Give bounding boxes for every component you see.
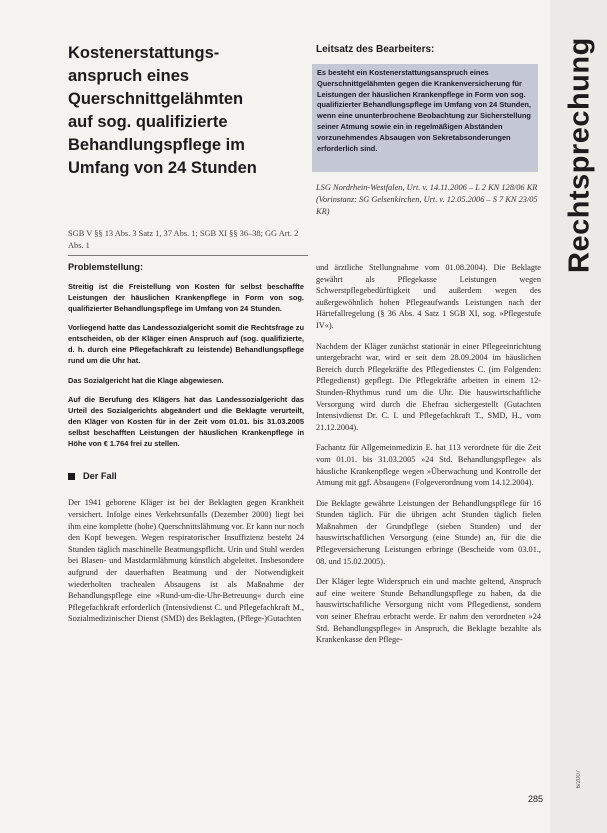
- article-title: [68, 42, 303, 180]
- body-paragraph: Fachantz für Allgemeinmedizin E. hat 113 verordnete für die Zeit vom 01.01. bis 31.03.2005 »24 Std. Behandlungspflege« als häusliche Krankenpflege wegen »Überwachung und Kontrolle der Atmung mit ggf. Absaugen« (Folgeverordnung vom 14.12.2004).: [316, 443, 541, 488]
- divider: [68, 255, 308, 256]
- section-label: Rechtsprechung: [563, 37, 596, 273]
- body-paragraph: Der Kläger legte Widerspruch ein und machte geltend, Anspruch auf eine weitere Stunde Behandlungspflege zu haben, da die hauswirtschaftliche Versorgung nicht vom Pflegedienst, sondern von seiner Ehefrau erbracht werde. Er nahm den verordneten »24 Std. Behandlungspflege« in Anspruch, die Beklagte bezahlte als Krankenkasse den Pflege-: [316, 577, 541, 645]
- headnote-heading: Leitsatz des Bearbeiters:: [316, 44, 435, 55]
- body-paragraph: Die Beklagte gewährte Leistungen der Behandlungspflege für 16 Stunden täglich. Für die übrigen acht Stunden täglich fielen Maßnahmen der Grundpflege (sieben Stunden) und der hauswirtschaftlichen Versorgung (eine Stunde) an, für die die Pflegeversicherung Leistungen erbringe (Bescheide vom 03.01., 08. und 15.02.2005).: [316, 498, 541, 566]
- body-paragraph: Nachdem der Kläger zunächst stationär in einer Pflegeeinrichtung untergebracht war, wird er seit dem 28.09.2004 im häuslichen Bereich durch Pflegekräfte des Pflegedienstes C. (im Folgenden: Pflegedienst) gepflegt. Die Pflegekräfte arbeiten in einem 12-Stunden-Rhythmus rund um die Uhr. Die hauswirtschaftliche Versorgung wird durch die Ehefrau sichergestellt (Gutachten Intensivdienst Dr. C. I. und Pflegefachkraft T., SMD, H., vom 21.12.2004).: [316, 341, 541, 432]
- right-column: [316, 262, 541, 655]
- fall-heading: [68, 471, 304, 481]
- square-bullet-icon: [68, 473, 75, 480]
- body-paragraph: und ärztliche Stellungnahme vom 01.08.2004). Die Beklagte gewährt als Pflegekasse Leistungen wegen Schwerstpflegebedürftigkeit und außerdem wegen des außergewöhnlich hohen Pflegeaufwands Leistungen nach der Härtefallregelung (§ 36 Abs. 4 Satz 1 SGB XI, sog. »Pflegestufe IV«).: [316, 263, 541, 330]
- title-line: auf sog. qualifizierte: [68, 113, 228, 131]
- title-line: Kostenerstattungs-: [68, 44, 220, 62]
- fall-heading-label: Der Fall: [83, 471, 117, 482]
- headnote-citation: LSG Nordrhein-Westfalen, Urt. v. 14.11.2006 – L 2 KN 128/06 KR (Vorinstanz: SG Gelsenkirchen, Urt. v. 12.05.2006 – S 7 KN 23/05 KR): [316, 183, 538, 216]
- title-line: Umfang von 24 Stunden: [68, 159, 257, 177]
- fall-paragraph: Der 1941 geborene Kläger ist bei der Beklagten gegen Krankheit versichert. Infolge eines Verkehrsunfalls (Dezember 2000) liegt bei ihm eine komplette (hohe) Querschnittslähmung vor. Er kann nur noch den Kopf bewegen. Wegen respiratorischer Insuffizienz besteht 24 Stunden täglich maschinelle Beatmungspflicht. Urin und Stuhl werden bei Blasen- und Mastdarmlähmung künstlich abgeleitet. Insbesondere aufgrund der dauerhaften Beatmung und der Notwendigkeit wiederholten trachealen Absaugens ist als Maßnahme der Behandlungspflege eine »Rund-um-die-Uhr-Betreuung« durch eine Pflegefachkraft erforderlich (Intensivdienst C. und Pflegefachkraft M., Sozialmedizinischer Dienst (SMD) des Beklagten, (Pflege-)Gutachten: [68, 498, 304, 624]
- statute-references: SGB V §§ 13 Abs. 3 Satz 1, 37 Abs. 1; SGB XI §§ 36–38; GG Art. 2 Abs. 1: [68, 229, 299, 250]
- page-number: 285: [528, 794, 544, 804]
- title-line: Querschnittgelähmten: [68, 90, 244, 108]
- problem-paragraph: Streitig ist die Freistellung von Kosten für selbst beschaffte Leistungen der häuslichen Krankenpflege in Form von sog. qualifizierter Behandlungspflege im Umfang von 24 Stunden.: [68, 282, 304, 313]
- issue-code: 6/2007: [576, 770, 582, 789]
- headnote-box: Es besteht ein Kostenerstattungsanspruch eines Querschnittgelähmten gegen die Krankenversicherung für Leistungen der häuslichen Krankenpflege in Form von sog. qualifizierter Behandlungspflege im Umfang von 24 Stunden, wenn eine ununterbrochene Beobachtung zur Sicherstellung seiner Atmung sowie ein in regelmäßigen Abständen vorzunehmendes Absaugen von Sekretabsonderungen erforderlich sind.: [312, 64, 538, 172]
- problem-paragraph: Auf die Berufung des Klägers hat das Landessozialgericht das Urteil des Sozialgerichts abgeändert und die Beklagte verurteilt, den Kläger von Kosten für in der Zeit vom 01.01. bis 31.03.2005 selbst beschafften Leistungen der häuslichen Krankenpflege in Höhe von € 1.764 frei zu stellen.: [68, 395, 304, 448]
- left-column: [68, 262, 304, 634]
- title-line: Behandlungspflege im: [68, 136, 245, 154]
- problem-paragraph: Das Sozialgericht hat die Klage abgewiesen.: [68, 375, 224, 385]
- problem-heading: Problemstellung:: [68, 262, 144, 272]
- title-line: anspruch eines: [68, 67, 190, 85]
- problem-paragraph: Vorliegend hatte das Landessozialgericht somit die Rechtsfrage zu entscheiden, ob der Kläger einen Anspruch auf (sog. qualifizierte, d. h. durch eine Pflegefachkraft zu leistende) Behandlungspflege rund um die Uhr hat.: [68, 323, 304, 365]
